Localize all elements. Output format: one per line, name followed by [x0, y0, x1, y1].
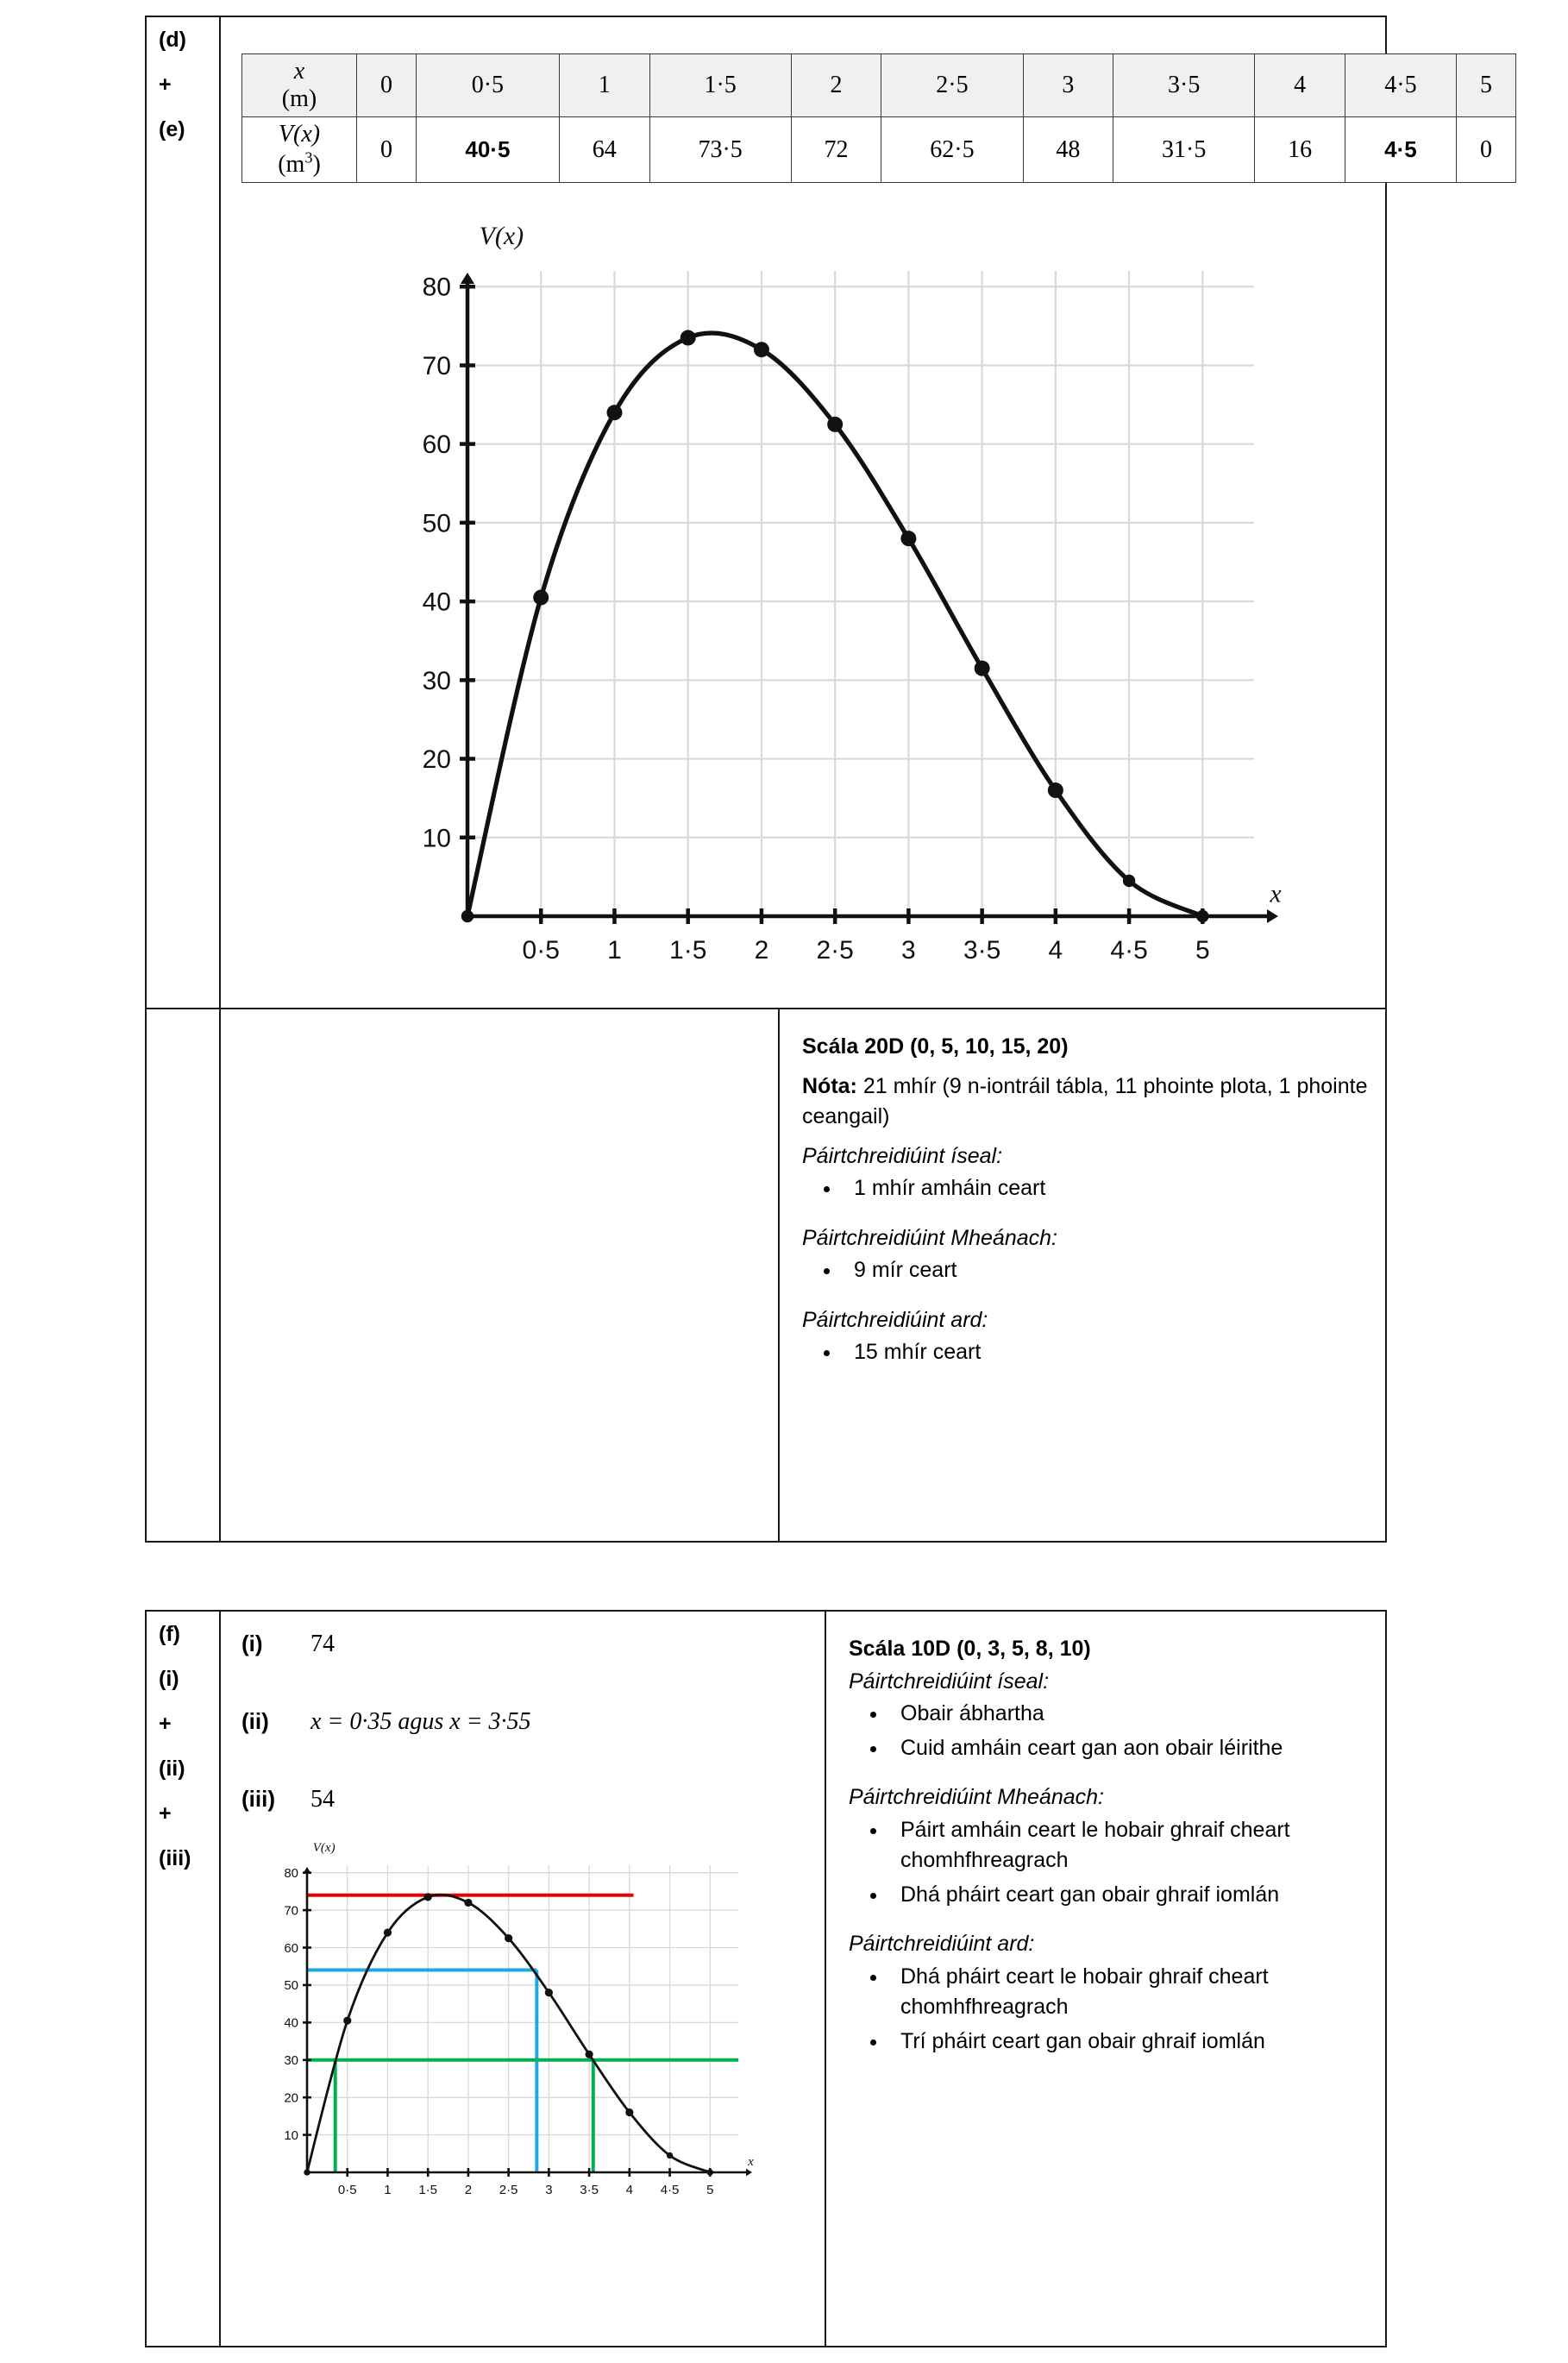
svg-text:2·5: 2·5	[816, 936, 854, 965]
list-item: • 1 mhír amháin ceart	[842, 1173, 1368, 1204]
small-graph-svg	[264, 1841, 754, 2214]
svg-text:3: 3	[901, 936, 916, 965]
svg-text:70: 70	[284, 1903, 298, 1919]
credit-heading-high-f: Páirtchreidiúint ard:	[849, 1932, 1035, 1956]
svg-text:2: 2	[754, 936, 769, 965]
svg-text:x: x	[748, 2154, 754, 2169]
credit-heading-mid-f: Páirtchreidiúint Mheánach:	[849, 1785, 1104, 1809]
answers-column-f	[221, 1612, 825, 2346]
svg-text:1·5: 1·5	[669, 936, 707, 965]
v-symbol: V(x)	[278, 121, 321, 148]
data-point	[625, 2108, 633, 2116]
data-point	[586, 2051, 593, 2058]
svg-text:30: 30	[284, 2053, 298, 2069]
table-rowhead-v	[242, 117, 357, 183]
answer-label-ii: (ii)	[241, 1708, 269, 1734]
data-point	[707, 2169, 713, 2175]
data-point	[1196, 910, 1208, 922]
svg-text:4·5: 4·5	[660, 2183, 680, 2197]
table-cell-v: 62·5	[881, 117, 1023, 183]
credit-heading-high: Páirtchreidiúint ard:	[802, 1307, 988, 1332]
data-point	[900, 531, 916, 546]
marking-notes-f	[826, 1612, 1387, 2069]
data-point	[533, 590, 549, 606]
svg-text:x: x	[1270, 879, 1282, 908]
svg-text:4: 4	[1048, 936, 1063, 965]
part-labels-de	[147, 17, 221, 1541]
table-cell-x: 4	[1255, 54, 1345, 117]
data-point	[545, 1989, 553, 1996]
svg-text:V(x): V(x)	[479, 222, 524, 250]
table-cell-x: 3	[1023, 54, 1113, 117]
data-point	[681, 330, 696, 346]
svg-text:2·5: 2·5	[499, 2183, 518, 2197]
credit-heading-low-f: Páirtchreidiúint íseal:	[849, 1669, 1050, 1694]
svg-text:40: 40	[284, 2015, 298, 2031]
data-point	[1048, 782, 1063, 798]
svg-text:0·5: 0·5	[522, 936, 560, 965]
svg-text:5: 5	[1195, 936, 1210, 965]
data-point	[975, 661, 990, 676]
list-item: • Obair ábhartha	[888, 1699, 1370, 1730]
data-point	[343, 2017, 351, 2025]
table-cell-x: 5	[1457, 54, 1516, 117]
svg-text:0·5: 0·5	[337, 2183, 357, 2197]
scale-label-10d: Scála 10D (0, 3, 5, 8, 10)	[849, 1637, 1091, 1661]
table-cell-x: 1	[559, 54, 649, 117]
data-point	[754, 342, 769, 357]
svg-text:10: 10	[422, 824, 451, 853]
part-label-plus-1: +	[159, 72, 172, 97]
credit-heading-low: Páirtchreidiúint íseal:	[802, 1143, 1003, 1168]
note-text: 21 mhír (9 n-iontráil tábla, 11 phointe plota, 1 phointe ceangail)	[802, 1073, 1368, 1128]
x-symbol: x	[293, 58, 305, 85]
svg-text:60: 60	[284, 1940, 298, 1956]
part-label-d: (d)	[159, 28, 186, 52]
main-graph-svg	[388, 222, 1282, 990]
table-cell-x: 0	[357, 54, 417, 117]
svg-text:3·5: 3·5	[963, 936, 1001, 965]
svg-text:V(x): V(x)	[312, 1841, 336, 1855]
list-item: • Páirt amháin ceart le hobair ghraif cheart chomhfhreagrach	[888, 1815, 1370, 1876]
note-label: Nóta:	[802, 1073, 857, 1098]
list-item: • Cuid amháin ceart gan aon obair léirithe	[888, 1733, 1370, 1764]
part-label-f: (f)	[159, 1622, 180, 1646]
part-labels-f	[147, 1612, 221, 2346]
credit-list-low-f	[849, 1699, 1370, 1763]
data-point	[304, 2169, 310, 2175]
svg-text:40: 40	[422, 588, 451, 617]
part-label-plus-2: +	[159, 1801, 172, 1826]
svg-text:60: 60	[422, 430, 451, 460]
credit-list-high	[802, 1337, 1368, 1368]
table-cell-x: 0·5	[416, 54, 559, 117]
data-point	[667, 2152, 673, 2159]
table-cell-x: 2·5	[881, 54, 1023, 117]
svg-text:20: 20	[422, 745, 451, 775]
svg-text:50: 50	[284, 1978, 298, 1994]
v-unit: $(m^3)$	[278, 148, 321, 178]
svg-text:30: 30	[422, 666, 451, 695]
svg-text:80: 80	[422, 273, 451, 302]
answer-value-iii: 54	[310, 1786, 335, 1813]
answer-row-i	[241, 1631, 811, 1658]
part-label-ii: (ii)	[159, 1757, 185, 1781]
table-cell-v: 0	[357, 117, 417, 183]
svg-text:1: 1	[384, 2183, 392, 2197]
list-item: • Dhá pháirt ceart le hobair ghraif cheart chomhfhreagrach	[888, 1962, 1370, 2023]
part-label-i: (i)	[159, 1667, 179, 1691]
marking-notes-de	[780, 1009, 1385, 1380]
note-line	[802, 1072, 1368, 1133]
main-graph	[388, 222, 1282, 990]
list-item: • Dhá pháirt ceart gan obair ghraif iomlán	[888, 1880, 1370, 1911]
svg-text:10: 10	[284, 2127, 298, 2143]
svg-text:1: 1	[607, 936, 622, 965]
table-row-x	[242, 54, 1516, 117]
data-point	[464, 1899, 472, 1907]
svg-text:4·5: 4·5	[1110, 936, 1148, 965]
table-row-v	[242, 117, 1516, 183]
credit-list-mid	[802, 1255, 1368, 1286]
svg-text:3: 3	[545, 2183, 553, 2197]
data-point	[505, 1934, 512, 1942]
data-point	[424, 1893, 432, 1901]
svg-text:5: 5	[706, 2183, 714, 2197]
table-cell-v: 31·5	[1113, 117, 1255, 183]
list-item: • Trí pháirt ceart gan obair ghraif iomlán	[888, 2027, 1370, 2058]
section-de-block	[145, 16, 1492, 1543]
table-cell-x: 1·5	[649, 54, 791, 117]
data-point	[827, 417, 843, 432]
svg-text:4: 4	[625, 2183, 634, 2197]
answer-value-ii: x = 0·35 agus x = 3·55	[310, 1708, 531, 1735]
data-point	[1123, 875, 1135, 887]
part-label-plus-1: +	[159, 1712, 172, 1736]
table-cell-v: 48	[1023, 117, 1113, 183]
table-cell-v: 4·5	[1345, 117, 1456, 183]
credit-list-low	[802, 1173, 1368, 1204]
svg-text:50: 50	[422, 509, 451, 538]
svg-text:2: 2	[464, 2183, 473, 2197]
answer-label-i: (i)	[241, 1631, 263, 1656]
table-cell-v: 64	[559, 117, 649, 183]
table-cell-v: 16	[1255, 117, 1345, 183]
table-cell-v: 73·5	[649, 117, 791, 183]
answer-row-ii	[241, 1708, 811, 1736]
svg-text:20: 20	[284, 2090, 298, 2106]
table-cell-v: 72	[791, 117, 881, 183]
data-point	[384, 1929, 392, 1937]
values-table	[241, 53, 1516, 183]
table-cell-x: 4·5	[1345, 54, 1456, 117]
answer-value-i: 74	[310, 1631, 335, 1657]
table-cell-v: 40·5	[416, 117, 559, 183]
part-label-iii: (iii)	[159, 1846, 191, 1870]
small-graph	[264, 1841, 754, 2214]
answer-row-iii	[241, 1786, 811, 1813]
answer-label-iii: (iii)	[241, 1786, 275, 1812]
svg-text:3·5: 3·5	[580, 2183, 599, 2197]
data-point	[461, 910, 474, 922]
credit-list-mid-f	[849, 1815, 1370, 1911]
table-cell-v: 0	[1457, 117, 1516, 183]
data-point	[606, 405, 622, 420]
table-cell-x: 2	[791, 54, 881, 117]
credit-list-high-f	[849, 1962, 1370, 2058]
svg-text:80: 80	[284, 1865, 298, 1881]
part-label-e: (e)	[159, 117, 185, 141]
list-item: • 9 mír ceart	[842, 1255, 1368, 1286]
table-cell-x: 3·5	[1113, 54, 1255, 117]
credit-heading-mid: Páirtchreidiúint Mheánach:	[802, 1225, 1057, 1250]
section-f-block	[145, 1610, 1387, 2347]
x-unit: (m)	[281, 85, 317, 113]
list-item: • 15 mhír ceart	[842, 1337, 1368, 1368]
table-rowhead-x	[242, 54, 357, 117]
svg-text:1·5: 1·5	[418, 2183, 438, 2197]
svg-text:70: 70	[422, 351, 451, 380]
scale-label-20d: Scála 20D (0, 5, 10, 15, 20)	[802, 1034, 1069, 1059]
